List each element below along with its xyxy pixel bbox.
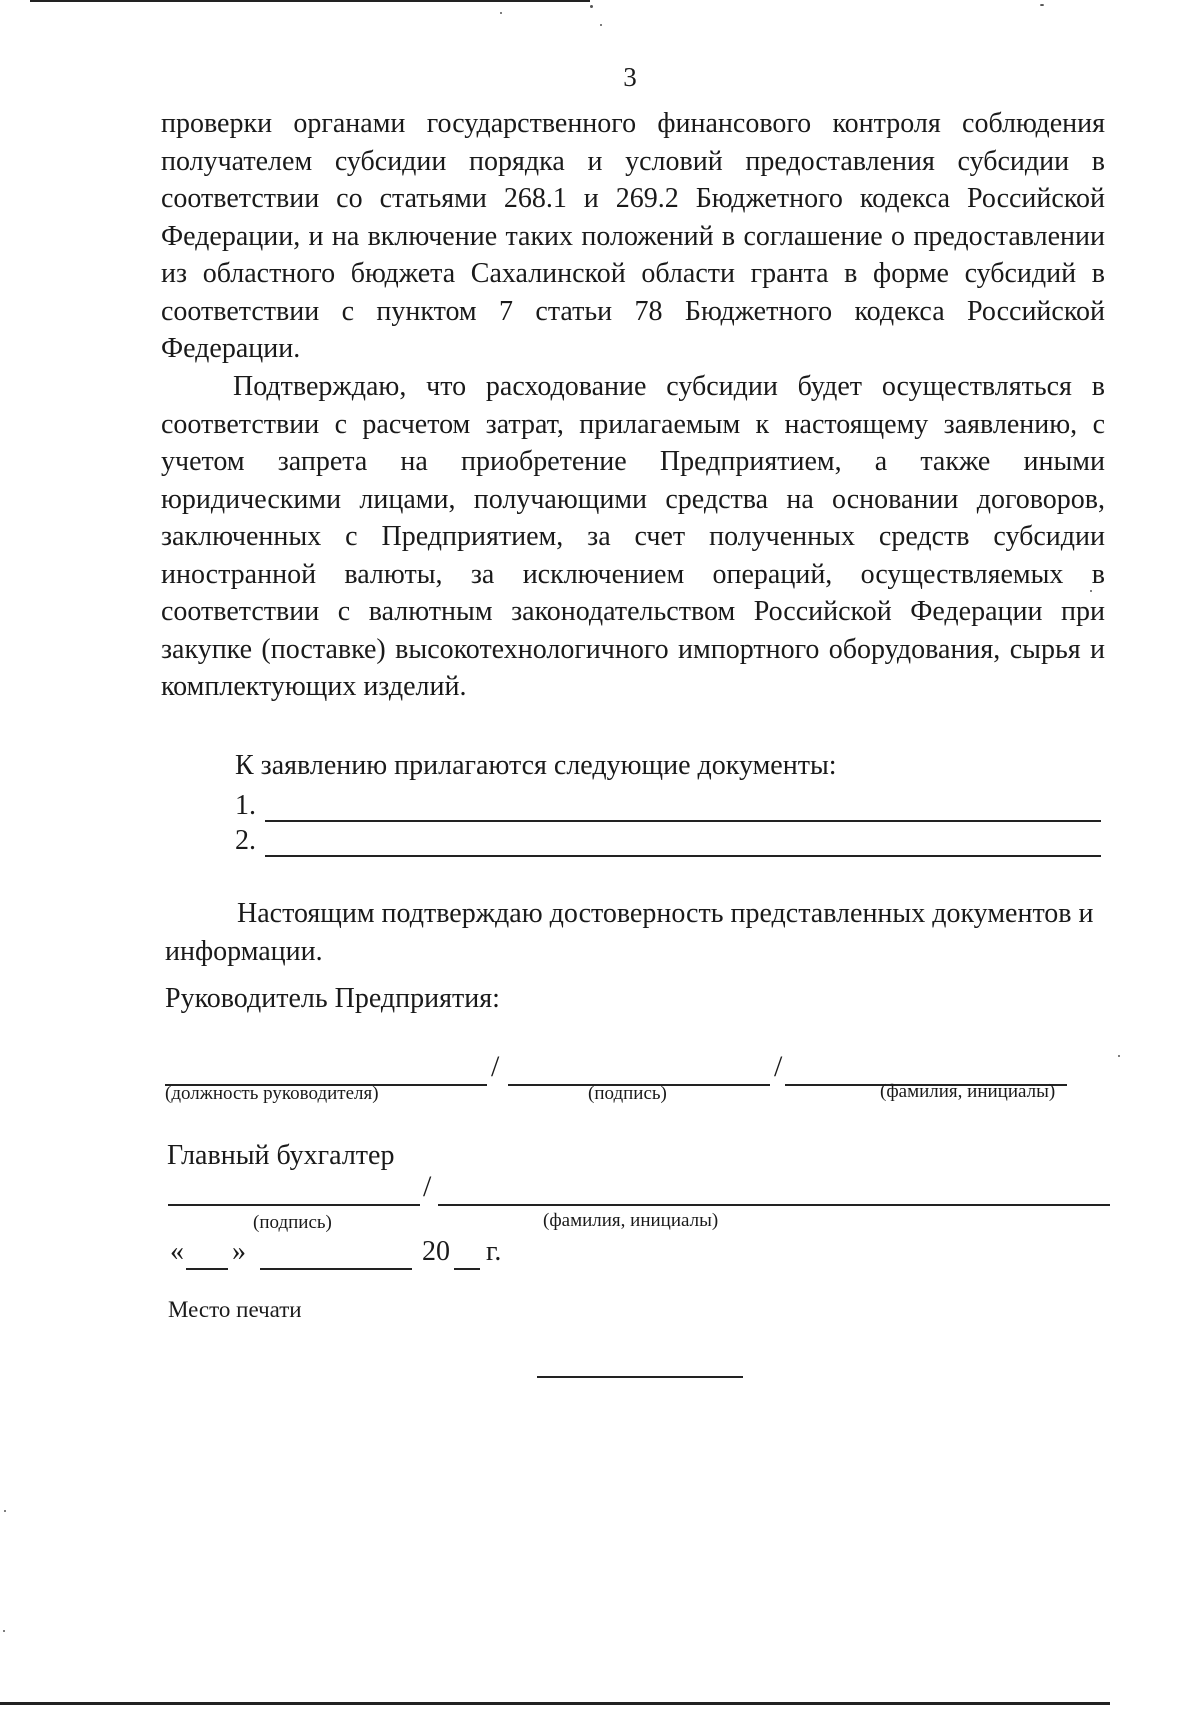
month-blank [260, 1268, 412, 1270]
blank-line [265, 820, 1101, 822]
scan-speck [3, 1630, 5, 1632]
blank-line [265, 855, 1101, 857]
year-blank [454, 1268, 480, 1270]
attachment-line-1 [235, 790, 1101, 824]
scan-speck [1040, 4, 1044, 6]
scan-speck [1118, 1055, 1120, 1057]
scan-speck [1090, 590, 1092, 592]
scan-speck [590, 5, 593, 8]
attachment-number: 1. [235, 790, 256, 821]
attachment-number: 2. [235, 825, 256, 856]
close-quote: » [232, 1236, 246, 1267]
scan-edge-bottom [0, 1702, 1110, 1705]
attachments-title: К заявлению прилагаются следующие документы: [235, 750, 837, 781]
paragraph-spending-confirmation: Подтверждаю, что расходование субсидии будет осуществляться в соответствии с расчетом затрат, прилагаемым к настоящему заявлению, с учетом запрета на приобретение Предприятием, а также иными юридическими лицами, получающими средства на основании договоров, заключенных с Предприятием, за счет полученных средств субсидии иностранной валюты, за исключением операций, осуществляемых в соответствии с валютным законодательством Российской Федерации при закупке (поставке) высокотехнологичного импортного оборудования, сырья и комплектующих изделий. [161, 371, 1105, 702]
scan-speck [4, 1510, 6, 1512]
paragraph-authenticity-confirmation: Настоящим подтверждаю достоверность представленных документов и информации. [165, 898, 1094, 967]
open-quote: « [170, 1236, 184, 1267]
seal-place-label: Место печати [168, 1297, 302, 1322]
paragraph-audit-consent: проверки органами государственного финансового контроля соблюдения получателем субсидии порядка и условий предоставления субсидии в соответствии со статьями 268.1 и 269.2 Бюджетного кодекса Российской Федерации, и на включение таких положений в соглашение о предоставлении из областного бюджета Сахалинской области гранта в форме субсидий в соответствии с пунктом 7 статьи 78 Бюджетного кодекса Российской Федерации. [161, 108, 1105, 364]
year-suffix: г. [486, 1236, 502, 1267]
chief-signature-line [168, 1202, 420, 1206]
page-number: 3 [623, 62, 637, 92]
scan-speck [500, 12, 502, 14]
chief-signature-row [168, 1170, 1110, 1206]
caption-position: (должность руководителя) [165, 1083, 379, 1104]
date-line [170, 1236, 570, 1274]
scan-edge-top [30, 0, 590, 2]
year-prefix: 20 [422, 1236, 450, 1267]
separator-slash: / [774, 1050, 783, 1083]
caption-name: (фамилия, инициалы) [543, 1210, 719, 1231]
head-label: Руководитель Предприятия: [165, 983, 500, 1014]
caption-signature: (подпись) [253, 1212, 332, 1233]
day-blank [186, 1268, 228, 1270]
chief-name-line [438, 1202, 1110, 1206]
end-separator-line [537, 1376, 743, 1378]
scan-speck [600, 24, 602, 26]
chief-accountant-label: Главный бухгалтер [167, 1140, 395, 1171]
separator-slash: / [491, 1050, 500, 1083]
caption-signature: (подпись) [588, 1083, 667, 1104]
caption-name: (фамилия, инициалы) [880, 1081, 1056, 1102]
separator-slash: / [423, 1170, 432, 1203]
attachment-line-2 [235, 825, 1101, 859]
